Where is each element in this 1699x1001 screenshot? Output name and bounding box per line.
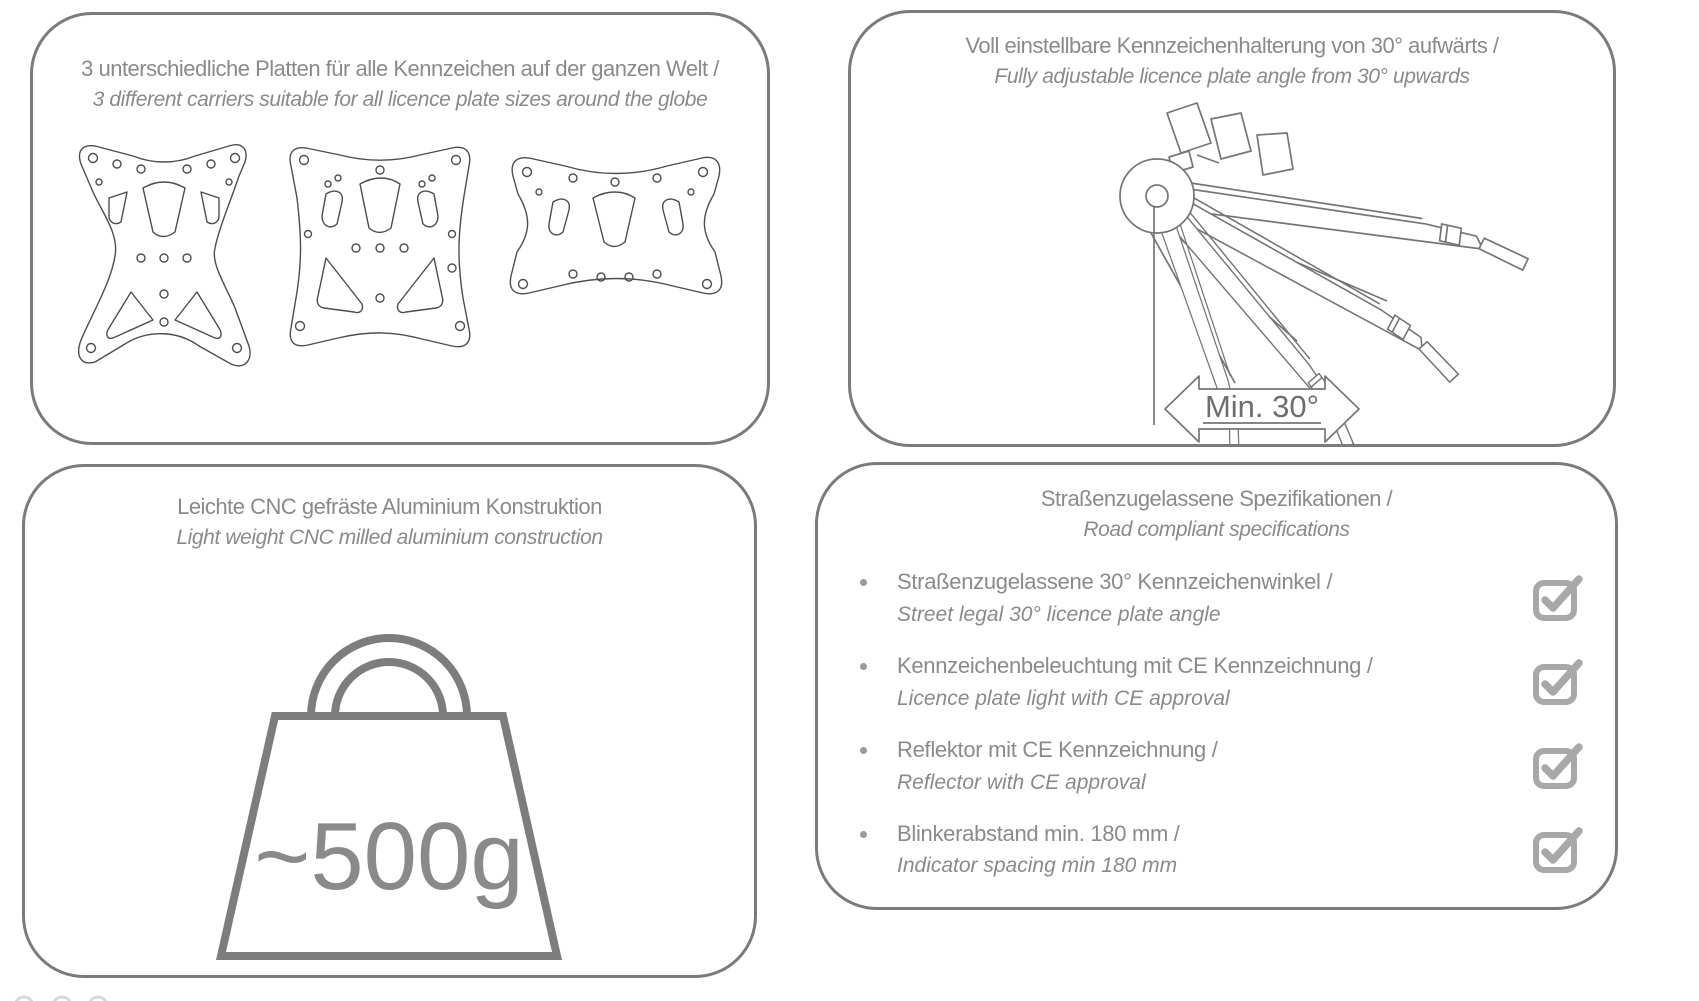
weight-title-en: Light weight CNC milled aluminium construction	[176, 525, 603, 549]
spec-item-reflector	[860, 736, 1585, 796]
panel-angle	[848, 10, 1616, 447]
spec-reflector-en: Reflector with CE approval	[897, 770, 1146, 794]
spec-angle-en: Street legal 30° licence plate angle	[897, 602, 1221, 626]
panel-carriers	[30, 12, 770, 445]
weight-title-de: Leichte CNC gefräste Aluminium Konstruktion	[177, 494, 602, 519]
bullet-dot	[860, 831, 867, 838]
angle-title	[851, 13, 1613, 91]
panel-weight	[22, 464, 757, 978]
angle-title-en: Fully adjustable licence plate angle from 30° upwards	[994, 64, 1470, 88]
bullet-dot	[860, 663, 867, 670]
weight-value-label: ~500g	[253, 803, 524, 911]
bullet-dot	[860, 747, 867, 754]
min-angle-label: Min. 30°	[1204, 389, 1320, 424]
carriers-title-en: 3 different carriers suitable for all licence plate sizes around the globe	[92, 87, 708, 111]
adjustable-holder-diagram	[867, 91, 1597, 446]
carrier-plates-row	[33, 114, 767, 371]
spec-plate-light-de: Kennzeichenbeleuchtung mit CE Kennzeichnung /	[897, 653, 1373, 679]
checkbox-checked-icon	[1531, 569, 1585, 623]
spec-item-plate-light	[860, 652, 1585, 712]
angle-title-de: Voll einstellbare Kennzeichenhalterung von 30° aufwärts /	[965, 33, 1499, 58]
weight-title	[25, 467, 754, 552]
weight-icon	[175, 604, 605, 964]
bullet-dot	[860, 579, 867, 586]
specs-title	[818, 465, 1615, 544]
carriers-title	[33, 15, 767, 114]
spec-reflector-de: Reflektor mit CE Kennzeichnung /	[897, 736, 1218, 762]
specs-list	[818, 568, 1615, 879]
checkbox-checked-icon	[1531, 653, 1585, 707]
carriers-title-de: 3 unterschiedliche Platten für alle Kennzeichen auf der ganzen Welt /	[81, 56, 719, 81]
checkbox-checked-icon	[1531, 821, 1585, 875]
carrier-plate-square-drawing	[280, 136, 480, 356]
spec-plate-light-en: Licence plate light with CE approval	[897, 686, 1230, 710]
checkbox-checked-icon	[1531, 737, 1585, 791]
spec-angle-de: Straßenzugelassene 30° Kennzeichenwinkel /	[897, 569, 1333, 595]
spec-item-angle	[860, 568, 1585, 628]
specs-title-en: Road compliant specifications	[1083, 517, 1350, 541]
carrier-plate-tall-drawing	[69, 136, 259, 371]
carrier-plate-wide-drawing	[501, 146, 731, 316]
spec-item-indicator-spacing	[860, 820, 1585, 880]
spec-indicator-spacing-en: Indicator spacing min 180 mm	[897, 854, 1178, 878]
panel-specs	[815, 462, 1618, 910]
specs-title-de: Straßenzugelassene Spezifikationen /	[1040, 486, 1393, 511]
spec-indicator-spacing-de: Blinkerabstand min. 180 mm /	[897, 820, 1180, 846]
